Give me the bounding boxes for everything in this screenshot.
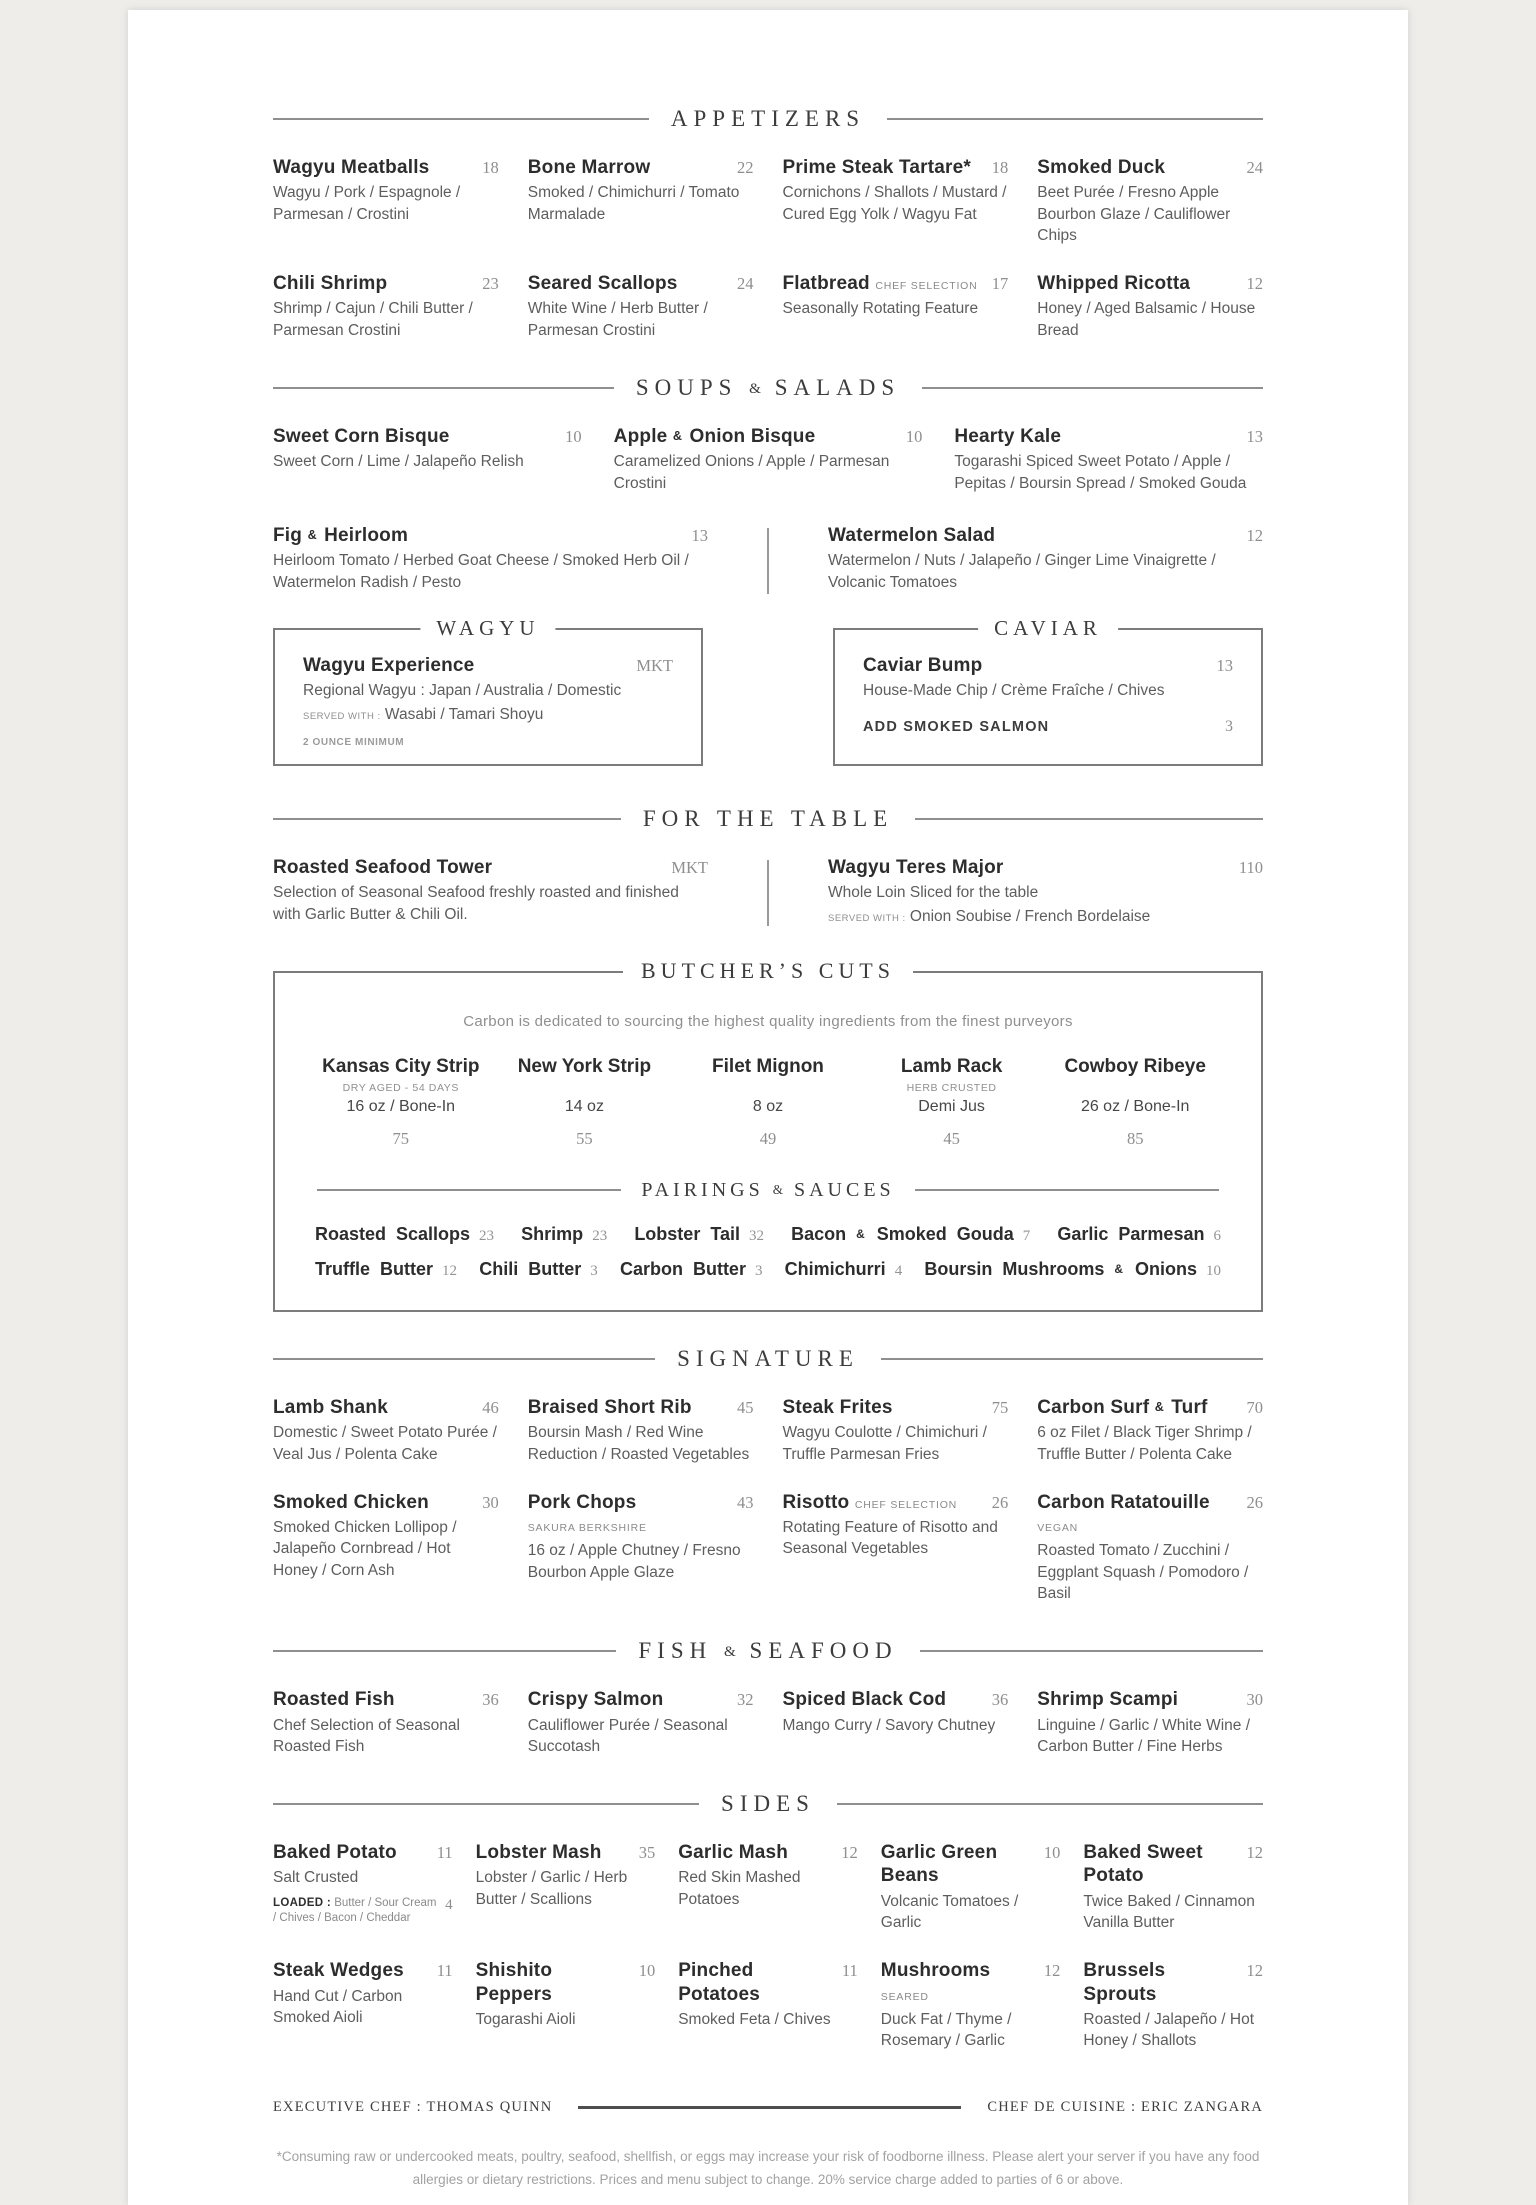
- addon-price: 3: [1225, 717, 1233, 735]
- section-header-appetizers: [273, 106, 1263, 132]
- item-name: Smoked Duck: [1037, 157, 1166, 178]
- menu-card: [128, 10, 1408, 2205]
- pairing-name: Lobster Tail: [634, 1223, 740, 1244]
- menu-item-apple-onion-bisque: [614, 425, 923, 494]
- item-price: 24: [1246, 158, 1263, 177]
- divider-line: [578, 2106, 961, 2109]
- divider-line: [767, 860, 769, 926]
- item-name: Seared Scallops: [527, 273, 678, 295]
- pairing-price: 32: [749, 1227, 764, 1244]
- item-name: [783, 272, 992, 295]
- item-price: 32: [737, 1690, 754, 1710]
- served-with: [828, 906, 1263, 927]
- menu-item-braised-short-rib: [528, 1396, 754, 1465]
- item-name: Apple & Onion Bisque: [613, 426, 816, 448]
- item-desc: Domestic / Sweet Potato Purée / Veal Jus / Polenta Cake: [273, 1424, 497, 1463]
- wagyu-caviar-row: [273, 616, 1263, 766]
- served-with-text: Wasabi / Tamari Shoyu: [384, 705, 544, 723]
- for-the-table-row: [273, 856, 1263, 927]
- pairings-row-2: [309, 1259, 1227, 1280]
- item-name: [783, 1491, 992, 1514]
- divider-line: [915, 1189, 1219, 1191]
- item-price: 43: [737, 1492, 754, 1512]
- cut-name: Cowboy Ribeye: [1064, 1055, 1206, 1077]
- served-with-label: SERVED WITH :: [303, 710, 381, 722]
- item-name: Garlic Mash: [678, 1842, 789, 1864]
- item-price: 30: [1246, 1690, 1263, 1710]
- item-desc: White Wine / Herb Butter / Parmesan Crostini: [527, 300, 708, 339]
- menu-item-steak-wedges: [273, 1959, 453, 2051]
- divider-line: [273, 118, 649, 120]
- section-fish-seafood: [273, 1638, 1263, 1757]
- cut-filet-mignon: [676, 1056, 860, 1149]
- item-name: Baked Potato: [273, 1842, 397, 1864]
- item-name: Prime Steak Tartare*: [782, 157, 971, 178]
- cut-sub: [676, 1082, 860, 1096]
- menu-item-carbon-ratatouille: [1037, 1491, 1263, 1604]
- item-tag: SAKURA BERKSHIRE: [527, 1522, 647, 1535]
- section-header-signature: [273, 1346, 1263, 1372]
- item-desc: Hand Cut / Carbon Smoked Aioli: [273, 1987, 403, 2026]
- item-desc: Lobster / Garlic / Herb Butter / Scallions: [475, 1869, 628, 1908]
- item-price: 46: [482, 1397, 499, 1417]
- item-tag: VEGAN: [1037, 1522, 1079, 1535]
- item-name: Steak Frites: [782, 1396, 893, 1418]
- item-price: 24: [737, 274, 754, 294]
- pairing-chimichurri: [785, 1259, 903, 1280]
- fish-grid: [273, 1688, 1263, 1757]
- item-name-text: Carbon Ratatouille: [1037, 1491, 1210, 1513]
- menu-item-caviar-bump: [863, 654, 1233, 702]
- item-desc: Smoked Chicken Lollipop / Jalapeño Cornbread / Hot Honey / Corn Ash: [273, 1519, 457, 1579]
- cut-price: 75: [392, 1128, 410, 1148]
- section-title-appetizers: APPETIZERS: [670, 106, 866, 131]
- item-desc: Cornichons / Shallots / Mustard / Cured Egg Yolk / Wagyu Fat: [782, 184, 1007, 223]
- menu-item-shishito-peppers: [476, 1959, 656, 2051]
- item-name: [528, 1491, 737, 1537]
- item-desc: Togarashi Aioli: [475, 2010, 576, 2028]
- menu-item-wagyu-experience: [303, 654, 673, 748]
- cut-name: Kansas City Strip: [322, 1055, 480, 1077]
- cut-name: Filet Mignon: [712, 1055, 824, 1077]
- menu-item-roasted-seafood-tower: [273, 856, 708, 927]
- cut-size: Demi Jus: [918, 1097, 985, 1115]
- pairing-price: 23: [479, 1227, 495, 1244]
- cut-size: 8 oz: [752, 1097, 784, 1115]
- cut-cowboy-ribeye: [1043, 1056, 1227, 1149]
- item-name: Wagyu Teres Major: [828, 857, 1004, 879]
- item-name: Braised Short Rib: [527, 1396, 692, 1418]
- item-name: Brussels Sprouts: [1083, 1960, 1166, 2005]
- item-desc: Red Skin Mashed Potatoes: [678, 1869, 801, 1908]
- divider-line: [881, 1358, 1263, 1360]
- executive-chef-label: EXECUTIVE CHEF : THOMAS QUINN: [273, 2099, 553, 2116]
- menu-item-smoked-duck: [1037, 156, 1263, 246]
- wagyu-box: [273, 616, 703, 766]
- item-desc: Twice Baked / Cinnamon Vanilla Butter: [1083, 1892, 1255, 1932]
- menu-item-prime-steak-tartare: [783, 156, 1009, 246]
- served-with: [303, 704, 673, 725]
- item-name: Baked Sweet Potato: [1083, 1842, 1203, 1887]
- item-price: 12: [841, 1843, 858, 1863]
- item-desc: Smoked / Chimichurri / Tomato Marmalade: [527, 184, 740, 223]
- box-title-wagyu: WAGYU: [420, 616, 555, 641]
- menu-item-hearty-kale: [954, 425, 1263, 494]
- section-soups-salads: [273, 375, 1263, 594]
- menu-item-seared-scallops: [528, 272, 754, 341]
- section-header-sides: [273, 1791, 1263, 1817]
- menu-item-pork-chops: [528, 1491, 754, 1604]
- menu-item-spiced-black-cod: [783, 1688, 1009, 1757]
- menu-item-fig-heirloom: [273, 524, 708, 594]
- item-name: Lobster Mash: [475, 1842, 602, 1864]
- pairing-price: 23: [592, 1227, 608, 1244]
- section-title-sides: SIDES: [721, 1791, 815, 1817]
- cut-sub: DRY AGED - 54 DAYS: [342, 1081, 460, 1094]
- caviar-box: [833, 616, 1263, 766]
- divider-line: [767, 528, 769, 594]
- pairing-truffle-butter: [315, 1259, 457, 1280]
- item-name: Caviar Bump: [863, 655, 983, 677]
- pairing-garlic-parmesan: [1057, 1224, 1221, 1245]
- item-price: 18: [991, 158, 1009, 177]
- item-price: 13: [1246, 427, 1263, 447]
- divider-line: [920, 1650, 1263, 1652]
- section-header-for-the-table: [273, 806, 1263, 832]
- minimum-note: 2 OUNCE MINIMUM: [303, 737, 405, 749]
- item-name: Bone Marrow: [527, 157, 651, 178]
- item-price: 10: [565, 427, 582, 447]
- cut-price: 85: [1126, 1128, 1144, 1148]
- item-name: Watermelon Salad: [828, 525, 996, 547]
- pairing-carbon-butter: [620, 1259, 763, 1280]
- item-desc: Cauliflower Purée / Seasonal Succotash: [527, 1716, 728, 1755]
- cut-new-york-strip: [493, 1056, 677, 1149]
- item-price: 13: [1216, 656, 1233, 676]
- menu-item-wagyu-teres-major: [828, 856, 1263, 927]
- item-desc: Beet Purée / Fresno Apple Bourbon Glaze / Cauliflower Chips: [1037, 184, 1231, 244]
- menu-item-pinched-potatoes: [678, 1959, 858, 2051]
- item-desc: Watermelon / Nuts / Jalapeño / Ginger Lime Vinaigrette / Volcanic Tomatoes: [828, 552, 1216, 591]
- item-name: Steak Wedges: [273, 1960, 404, 1982]
- section-for-the-table: [273, 806, 1263, 927]
- item-price: 10: [905, 427, 923, 447]
- item-price: 110: [1238, 858, 1263, 878]
- item-name-text: Mushrooms: [880, 1960, 991, 1982]
- divider-line: [837, 1803, 1263, 1805]
- section-title-pairings-sauces: PAIRINGS & SAUCES: [641, 1178, 895, 1201]
- menu-item-wagyu-meatballs: [273, 156, 499, 246]
- item-tag: CHEF SELECTION: [854, 1498, 958, 1511]
- item-tag: SEARED: [880, 1990, 929, 2003]
- item-price: 11: [436, 1843, 453, 1863]
- item-name: Pinched Potatoes: [678, 1960, 761, 2005]
- item-price: 12: [1246, 526, 1263, 546]
- pairing-price: 10: [1206, 1262, 1221, 1279]
- item-desc: Boursin Mash / Red Wine Reduction / Roasted Vegetables: [527, 1424, 750, 1463]
- item-desc: Mango Curry / Savory Chutney: [782, 1716, 996, 1734]
- pairing-price: 3: [754, 1262, 763, 1279]
- item-price: 22: [737, 158, 754, 177]
- pairing-price: 3: [590, 1262, 598, 1279]
- pairing-name: Truffle Butter: [315, 1258, 434, 1279]
- item-price: 17: [991, 274, 1009, 294]
- menu-item-crispy-salmon: [528, 1688, 754, 1757]
- item-desc: Roasted Tomato / Zucchini / Eggplant Squash / Pomodoro / Basil: [1037, 1542, 1249, 1602]
- pairings-row-1: [309, 1224, 1227, 1245]
- item-desc: Wagyu Coulotte / Chimichuri / Truffle Parmesan Fries: [782, 1424, 987, 1463]
- item-desc: Salt Crusted: [273, 1869, 359, 1887]
- item-price: 75: [991, 1397, 1009, 1417]
- item-desc: Heirloom Tomato / Herbed Goat Cheese / Smoked Herb Oil / Watermelon Radish / Pesto: [273, 552, 689, 591]
- item-name: Spiced Black Cod: [782, 1689, 947, 1711]
- item-name: Chili Shrimp: [273, 273, 388, 295]
- pairing-name: Shrimp: [521, 1223, 584, 1244]
- divider-line: [273, 818, 621, 820]
- appetizers-grid: [273, 156, 1263, 341]
- cut-price: 49: [759, 1128, 777, 1148]
- item-price: 36: [991, 1690, 1009, 1710]
- pairing-price: 4: [894, 1262, 903, 1279]
- pairing-price: 6: [1213, 1227, 1221, 1244]
- item-price: 12: [1246, 274, 1263, 294]
- section-header-pairings-sauces: [317, 1179, 1219, 1202]
- cuts-grid: [309, 1056, 1227, 1149]
- item-price: 12: [1246, 1961, 1263, 1981]
- item-desc: Sweet Corn / Lime / Jalapeño Relish: [273, 453, 524, 471]
- item-name: [881, 1959, 1044, 2005]
- item-desc: Linguine / Garlic / White Wine / Carbon Butter / Fine Herbs: [1037, 1716, 1251, 1755]
- menu-item-chili-shrimp: [273, 272, 499, 341]
- menu-item-flatbread: [783, 272, 1009, 341]
- divider-line: [273, 1650, 616, 1652]
- item-desc: Roasted / Jalapeño / Hot Honey / Shallots: [1083, 2010, 1254, 2050]
- item-desc: 6 oz Filet / Black Tiger Shrimp / Truffle Butter / Polenta Cake: [1037, 1424, 1252, 1463]
- menu-item-roasted-fish: [273, 1688, 499, 1757]
- item-name: Carbon Surf & Turf: [1037, 1396, 1208, 1418]
- item-name: Lamb Shank: [273, 1396, 388, 1418]
- cut-sub: HERB CRUSTED: [906, 1081, 997, 1094]
- cut-kansas-city-strip: [309, 1056, 493, 1149]
- item-price: 45: [737, 1397, 754, 1417]
- box-title-caviar: CAVIAR: [978, 616, 1118, 641]
- addon-smoked-salmon: [863, 718, 1233, 736]
- item-price: MKT: [636, 656, 673, 676]
- addon-label: ADD SMOKED SALMON: [863, 718, 1050, 735]
- item-price: 11: [436, 1961, 453, 1981]
- item-name: Garlic Green Beans: [880, 1842, 998, 1887]
- item-name: Smoked Chicken: [273, 1491, 429, 1513]
- cut-lamb-rack: [860, 1056, 1044, 1149]
- chef-de-cuisine-label: CHEF DE CUISINE : ERIC ZANGARA: [987, 2099, 1263, 2116]
- cut-size: 26 oz / Bone-In: [1080, 1097, 1190, 1115]
- item-name: Whipped Ricotta: [1037, 273, 1191, 295]
- cut-name: Lamb Rack: [900, 1055, 1003, 1077]
- item-desc: 16 oz / Apple Chutney / Fresno Bourbon Apple Glaze: [527, 1542, 741, 1581]
- item-price: 26: [1246, 1492, 1263, 1512]
- item-name: Hearty Kale: [954, 426, 1062, 448]
- divider-line: [887, 118, 1263, 120]
- item-desc: Honey / Aged Balsamic / House Bread: [1037, 300, 1256, 339]
- item-name: Sweet Corn Bisque: [273, 426, 450, 448]
- pairing-chili-butter: [479, 1259, 598, 1280]
- cut-price: 45: [943, 1128, 960, 1148]
- cut-size: 16 oz / Bone-In: [346, 1097, 456, 1115]
- section-appetizers: [273, 106, 1263, 341]
- item-price: 10: [1043, 1843, 1061, 1863]
- section-header-soups-salads: [273, 375, 1263, 401]
- item-name: Roasted Seafood Tower: [273, 857, 493, 879]
- item-desc: Caramelized Onions / Apple / Parmesan Crostini: [613, 453, 890, 492]
- menu-item-carbon-surf-turf: [1037, 1396, 1263, 1465]
- item-price: 35: [638, 1843, 656, 1863]
- pairing-boursin-mushrooms-onions: [924, 1259, 1221, 1280]
- menu-item-brussels-sprouts: [1083, 1959, 1263, 2051]
- loaded-label: LOADED :: [273, 1896, 331, 1909]
- item-desc: Seasonally Rotating Feature: [782, 300, 979, 318]
- menu-item-sweet-corn-bisque: [273, 425, 582, 494]
- cut-price: 55: [576, 1128, 593, 1148]
- pairing-shrimp: [521, 1224, 607, 1245]
- item-desc: Whole Loin Sliced for the table: [828, 884, 1039, 902]
- item-desc: Duck Fat / Thyme / Rosemary / Garlic: [880, 2010, 1012, 2050]
- item-name: Crispy Salmon: [527, 1689, 664, 1711]
- pairing-name: Bacon & Smoked Gouda: [791, 1223, 1014, 1244]
- loaded-option: [273, 1896, 453, 1926]
- item-desc: Chef Selection of Seasonal Roasted Fish: [273, 1716, 460, 1755]
- item-desc: Selection of Seasonal Seafood freshly roasted and finished with Garlic Butter & Chili Oil.: [273, 884, 679, 923]
- vertical-divider-cell: [708, 856, 828, 927]
- section-title-signature: SIGNATURE: [677, 1345, 859, 1371]
- pairing-bacon-smoked-gouda: [791, 1224, 1030, 1245]
- item-name: Roasted Fish: [273, 1689, 395, 1711]
- section-title-butchers-cuts: BUTCHER’S CUTS: [623, 958, 913, 984]
- sides-grid: [273, 1841, 1263, 2051]
- salads-row: [273, 524, 1263, 594]
- pairing-lobster-tail: [634, 1224, 764, 1245]
- item-price: 13: [691, 526, 708, 546]
- divider-line: [273, 1803, 699, 1805]
- menu-item-smoked-chicken: [273, 1491, 499, 1604]
- item-desc: Smoked Feta / Chives: [678, 2010, 831, 2028]
- item-price: 10: [638, 1961, 656, 1981]
- item-desc: Regional Wagyu : Japan / Australia / Domestic: [303, 682, 622, 700]
- item-name: Shrimp Scampi: [1037, 1689, 1179, 1711]
- cut-sub: [493, 1082, 677, 1096]
- item-price: 18: [482, 158, 499, 177]
- chefs-row: [273, 2099, 1263, 2116]
- item-price: 12: [1043, 1961, 1061, 1981]
- divider-line: [915, 818, 1263, 820]
- butchers-tagline: Carbon is dedicated to sourcing the highest quality ingredients from the finest purveyors: [463, 1012, 1073, 1030]
- loaded-desc: Butter / Sour Cream / Chives / Bacon / Cheddar: [273, 1896, 437, 1924]
- pairing-name: Garlic Parmesan: [1057, 1223, 1205, 1244]
- butchers-cuts-box: [273, 957, 1263, 1312]
- pairing-name: Roasted Scallops: [315, 1223, 471, 1244]
- item-desc: Volcanic Tomatoes / Garlic: [880, 1892, 1019, 1932]
- divider-line: [317, 1189, 621, 1191]
- pairing-name: Carbon Butter: [619, 1258, 746, 1279]
- item-name: Wagyu Meatballs: [273, 157, 430, 178]
- item-price: 26: [991, 1492, 1009, 1512]
- item-name: Shishito Peppers: [475, 1960, 553, 2005]
- item-desc: Wagyu / Pork / Espagnole / Parmesan / Crostini: [273, 184, 461, 223]
- signature-grid: [273, 1396, 1263, 1604]
- soups-grid: [273, 425, 1263, 494]
- loaded-text: [273, 1896, 445, 1926]
- menu-item-lamb-shank: [273, 1396, 499, 1465]
- item-price: 30: [482, 1492, 499, 1512]
- menu-item-watermelon-salad: [828, 524, 1263, 594]
- item-name: Wagyu Experience: [303, 655, 475, 677]
- menu-item-mushrooms: [881, 1959, 1061, 2051]
- item-name-text: Risotto: [782, 1491, 850, 1513]
- menu-item-bone-marrow: [528, 156, 754, 246]
- loaded-price: 4: [445, 1896, 453, 1913]
- cut-size: 14 oz: [564, 1097, 604, 1115]
- section-title-for-the-table: FOR THE TABLE: [642, 806, 894, 832]
- menu-item-steak-frites: [783, 1396, 1009, 1465]
- divider-line: [273, 1358, 655, 1360]
- item-name-text: Pork Chops: [527, 1491, 637, 1513]
- item-price: 36: [482, 1690, 499, 1710]
- item-name: Fig & Heirloom: [273, 525, 409, 547]
- item-name-text: Flatbread: [782, 273, 870, 295]
- item-desc: House-Made Chip / Crème Fraîche / Chives: [863, 682, 1165, 700]
- divider-line: [922, 387, 1263, 389]
- item-price: 12: [1246, 1843, 1263, 1863]
- item-price: 11: [841, 1961, 858, 1981]
- pairing-name: Chili Butter: [479, 1258, 582, 1279]
- cut-name: New York Strip: [517, 1055, 652, 1077]
- pairing-name: Chimichurri: [784, 1258, 886, 1279]
- section-header-fish-seafood: [273, 1638, 1263, 1664]
- menu-item-risotto: [783, 1491, 1009, 1604]
- pairing-price: 12: [442, 1262, 458, 1279]
- item-desc: Togarashi Spiced Sweet Potato / Apple / Pepitas / Boursin Spread / Smoked Gouda: [954, 453, 1247, 492]
- item-desc: Rotating Feature of Risotto and Seasonal Vegetables: [782, 1519, 998, 1558]
- item-price: 23: [482, 274, 499, 294]
- menu-item-whipped-ricotta: [1037, 272, 1263, 341]
- boxes-gap: [703, 628, 833, 766]
- item-price: MKT: [671, 858, 708, 878]
- pairing-roasted-scallops: [315, 1224, 494, 1245]
- cut-sub: [1043, 1082, 1227, 1096]
- pairing-price: 7: [1022, 1227, 1031, 1244]
- vertical-divider-cell: [708, 524, 828, 594]
- menu-item-shrimp-scampi: [1037, 1688, 1263, 1757]
- section-sides: [273, 1791, 1263, 2051]
- served-with-label: SERVED WITH :: [828, 912, 906, 924]
- item-tag: CHEF SELECTION: [875, 280, 978, 293]
- pairing-name: Boursin Mushrooms & Onions: [924, 1258, 1197, 1279]
- served-with-text: Onion Soubise / French Bordelaise: [909, 907, 1151, 925]
- divider-line: [273, 387, 614, 389]
- section-title-fish-seafood: FISH & SEAFOOD: [638, 1638, 898, 1664]
- item-price: 70: [1246, 1397, 1263, 1417]
- item-desc: Shrimp / Cajun / Chili Butter / Parmesan Crostini: [273, 300, 473, 339]
- section-signature: [273, 1346, 1263, 1604]
- item-name: [1037, 1491, 1246, 1537]
- section-title-soups-salads: SOUPS & SALADS: [635, 375, 901, 401]
- disclaimer-text: *Consuming raw or undercooked meats, poultry, seafood, shellfish, or eggs may increase your risk of foodborne illness. Please alert your server if you have any food allergies or dietary restrictions. Prices and menu subject to change. 20% service charge added to parties of 6 or above.: [276, 2149, 1260, 2187]
